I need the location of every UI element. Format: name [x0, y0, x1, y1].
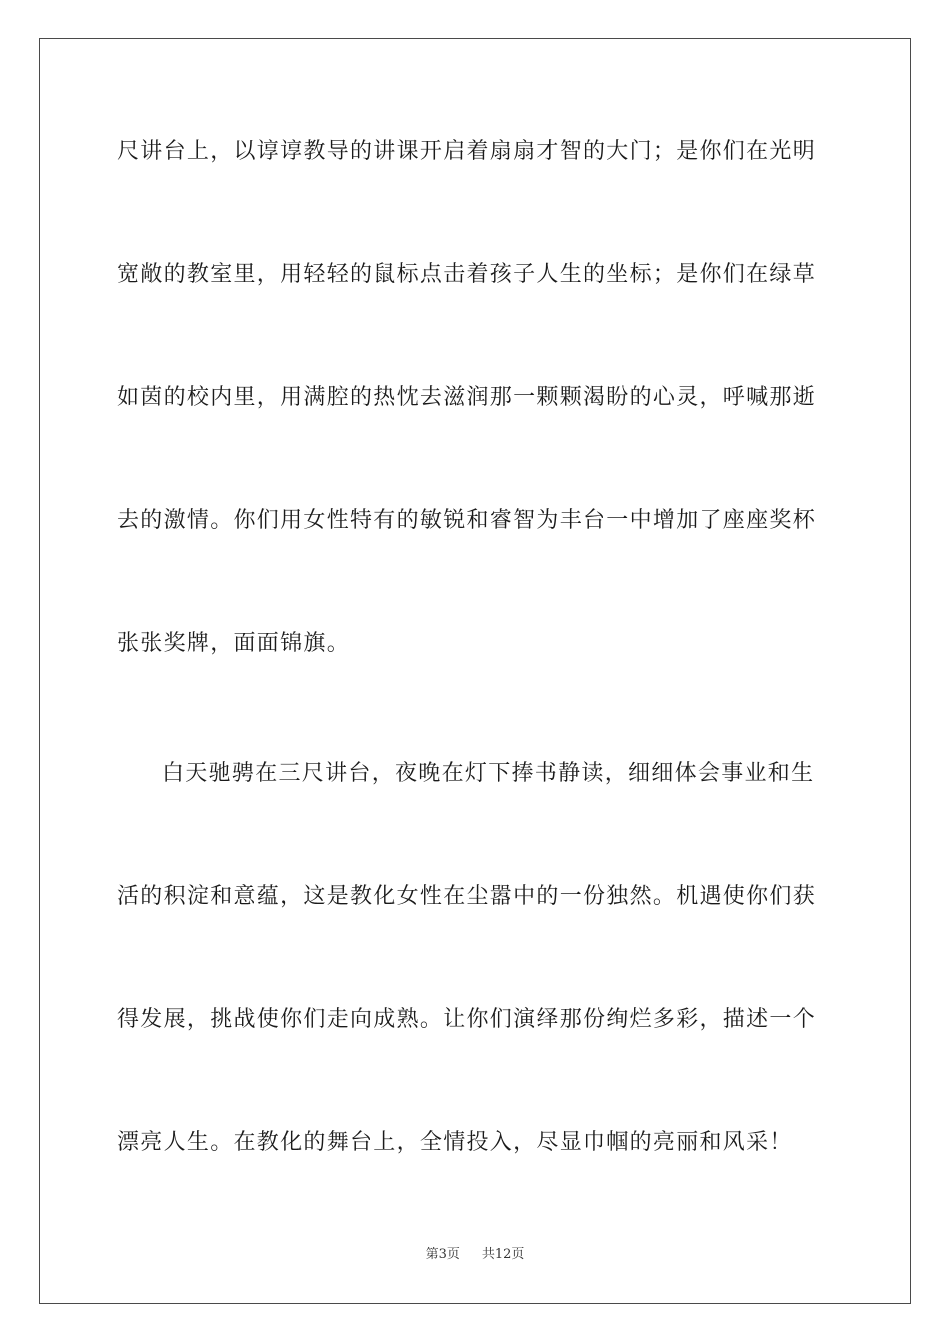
page-total: 共12页	[481, 1247, 525, 1262]
body-text-line-5: 张张奖牌，面面锦旗。	[117, 631, 351, 656]
body-text-line-6: 白天驰骋在三尺讲台，夜晚在灯下捧书静读，细细体会事业和生	[162, 761, 815, 786]
body-text-line-7: 活的积淀和意蕴，这是教化女性在尘嚣中的一份独然。机遇使你们获	[117, 884, 817, 909]
body-text-line-4: 去的激情。你们用女性特有的敏锐和睿智为丰台一中增加了座座奖杯	[117, 508, 817, 533]
body-text-line-8: 得发展，挑战使你们走向成熟。让你们演绎那份绚烂多彩，描述一个	[117, 1007, 817, 1032]
body-text-line-9: 漂亮人生。在教化的舞台上，全情投入，尽显巾帼的亮丽和风采！	[117, 1130, 793, 1155]
body-text-line-3: 如茵的校内里，用满腔的热忱去滋润那一颗颗渴盼的心灵，呼喊那逝	[117, 385, 817, 410]
body-text-line-2: 宽敞的教室里，用轻轻的鼠标点击着孩子人生的坐标；是你们在绿草	[117, 262, 817, 287]
page-footer	[0, 1247, 950, 1263]
page-number: 第3页	[425, 1247, 460, 1262]
page-border	[39, 38, 911, 1304]
body-text-line-1: 尺讲台上，以谆谆教导的讲课开启着扇扇才智的大门；是你们在光明	[117, 139, 817, 164]
